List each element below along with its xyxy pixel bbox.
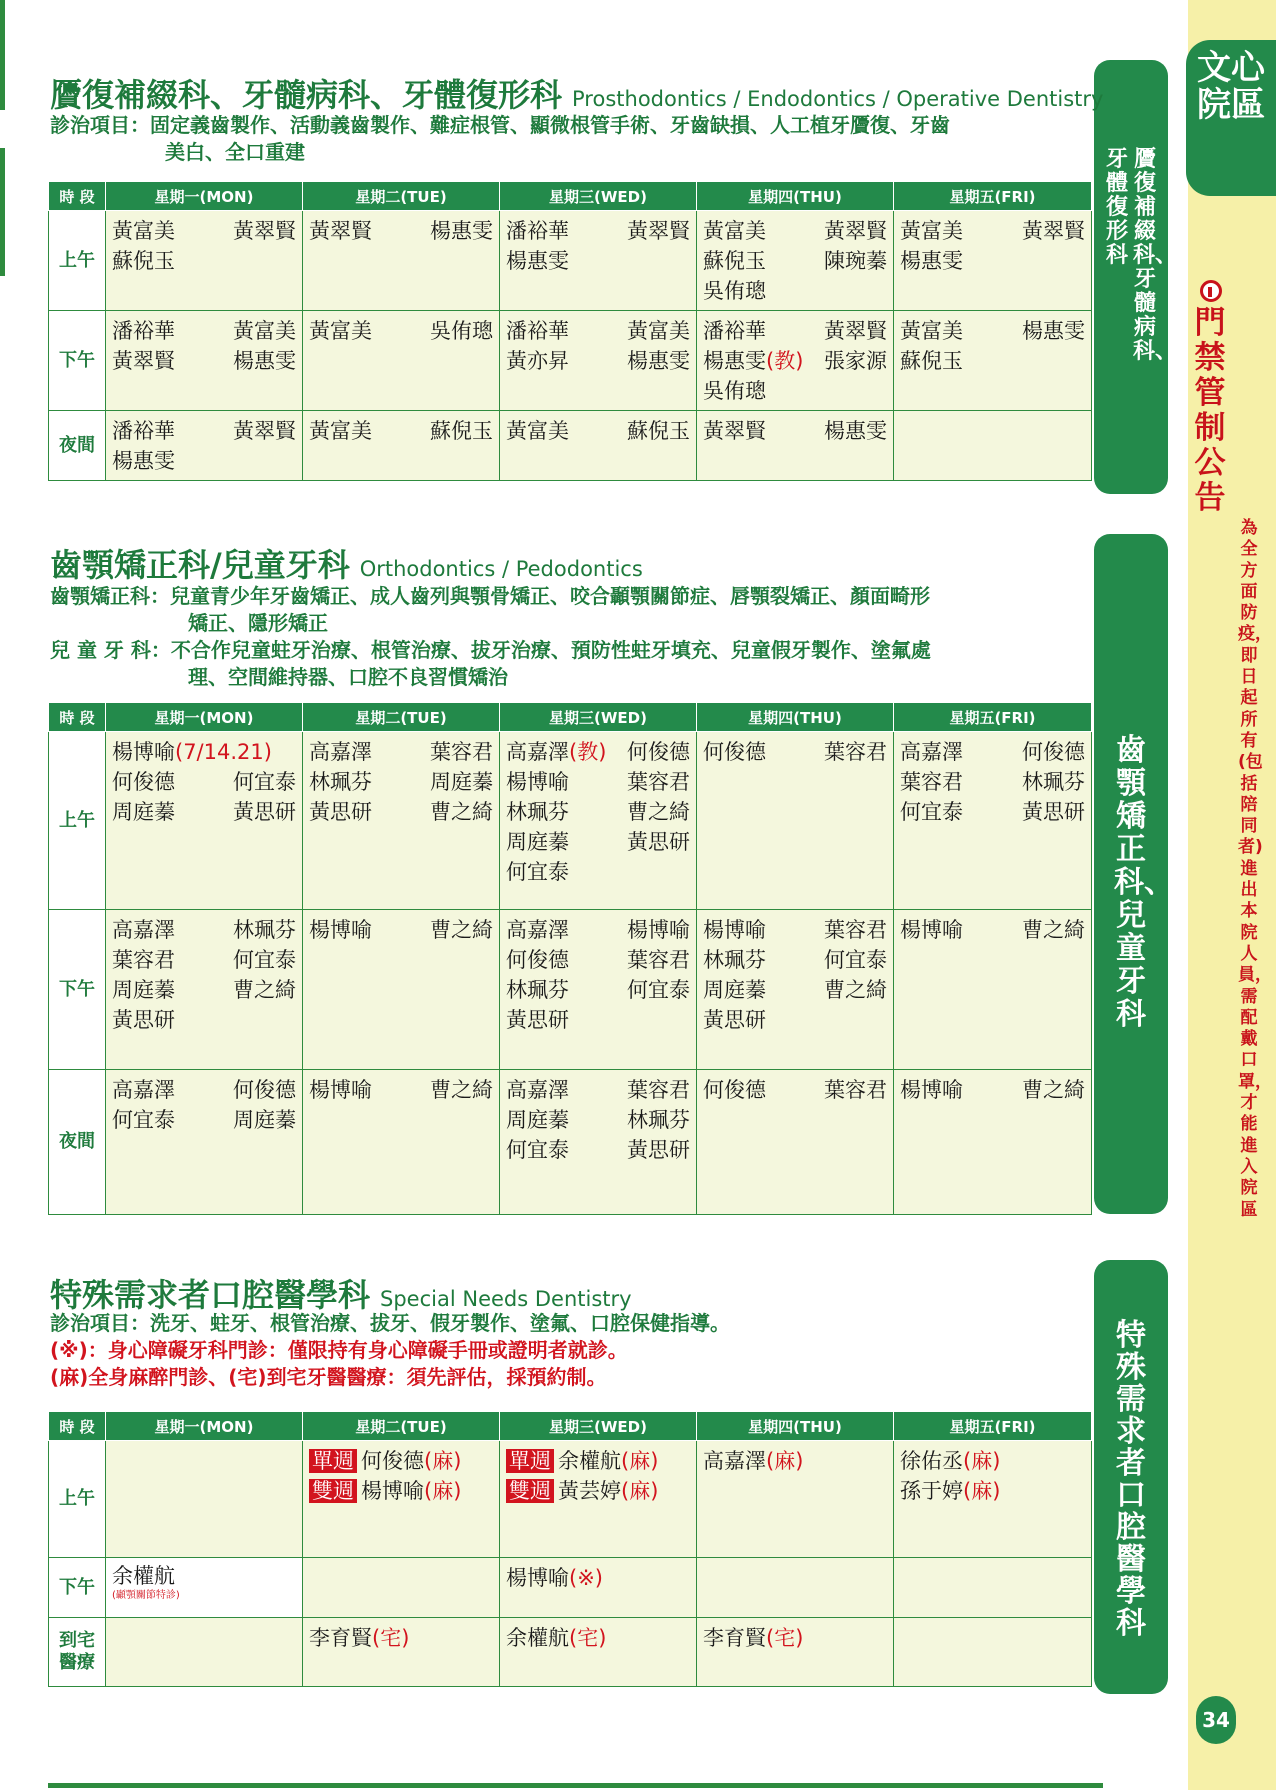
schedule-table-prostho xyxy=(48,181,1092,481)
doctor-name: 蘇倪玉 xyxy=(430,419,493,443)
slot-label: 上午 xyxy=(49,211,106,311)
doctor-list xyxy=(900,737,1085,827)
doctor-name: 楊博喻 xyxy=(506,1566,569,1590)
doctor-name: 黃翠賢 xyxy=(112,349,175,373)
doctor-name: 高嘉澤 xyxy=(900,740,963,764)
doctor-list xyxy=(703,316,887,406)
schedule-cell xyxy=(303,1070,500,1215)
doctor-name: 蘇倪玉 xyxy=(900,349,963,373)
page-number: 34 xyxy=(1196,1696,1236,1744)
anesthesia-tag: (麻) xyxy=(424,1449,462,1473)
doctor-list xyxy=(703,737,887,767)
left-accent-bar xyxy=(0,148,5,276)
schedule-cell xyxy=(500,211,697,311)
date-note: (7/14.21) xyxy=(175,740,272,764)
schedule-cell xyxy=(106,1070,303,1215)
schedule-cell xyxy=(106,1558,303,1618)
doctor-list xyxy=(112,1075,296,1135)
doctor-name: 潘裕華 xyxy=(506,319,569,343)
doctor-name: 蘇倪玉 xyxy=(627,419,690,443)
slot-label: 下午 xyxy=(49,910,106,1070)
schedule-cell xyxy=(106,411,303,481)
doctor-name: 黃思研 xyxy=(627,1138,690,1162)
doctor-name: 黃翠賢 xyxy=(703,419,766,443)
doctor-name: 葉容君 xyxy=(900,770,963,794)
doctor-list xyxy=(112,216,296,276)
doctor-name: 何宜泰 xyxy=(112,1108,175,1132)
side-tab-ortho xyxy=(1094,534,1174,1214)
week-badge: 雙週 xyxy=(506,1479,554,1503)
doctor-entry xyxy=(506,737,606,767)
schedule-cell xyxy=(697,1441,894,1558)
doctor-name: 曹之綺 xyxy=(1022,1078,1085,1102)
header-fri: 星期五(FRI) xyxy=(894,1412,1092,1441)
doctor-name: 黃富美 xyxy=(233,319,296,343)
schedule-cell xyxy=(303,1441,500,1558)
schedule-cell xyxy=(106,910,303,1070)
side-label-prostho-1: 贗復補綴科、牙髓病科、 xyxy=(1133,147,1178,364)
schedule-cell xyxy=(697,732,894,910)
doctor-name: 葉容君 xyxy=(627,948,690,972)
side-label-prostho-2: 牙體復形科 xyxy=(1105,147,1128,268)
doctor-name: 葉容君 xyxy=(824,1078,887,1102)
schedule-cell xyxy=(303,311,500,411)
section-desc-special: 診治項目：洗牙、蛀牙、根管治療、拔牙、假牙製作、塗氟、口腔保健指導。 (※)：身心障礙牙科門診：僅限持有身心障礙手冊或證明者就診。 (麻)全身麻醉門診、(宅)到宅牙醫醫療：須先評估，採預約制。 xyxy=(50,1311,730,1389)
schedule-cell xyxy=(500,1558,697,1618)
doctor-name: 潘裕華 xyxy=(703,319,766,343)
doctor-name: 余權航 xyxy=(112,1564,175,1588)
doctor-name: 周庭蓁 xyxy=(112,800,175,824)
doctor-name: 楊博喻 xyxy=(900,918,963,942)
doctor-name: 黃思研 xyxy=(506,1008,569,1032)
schedule-cell xyxy=(894,1070,1092,1215)
doctor-name: 黃思研 xyxy=(1022,800,1085,824)
header-thu: 星期四(THU) xyxy=(697,182,894,211)
schedule-cell xyxy=(500,1618,697,1687)
slot-label: 到宅醫療 xyxy=(49,1618,106,1687)
doctor-name: 黃亦昇 xyxy=(506,349,569,373)
doctor-name: 何俊德 xyxy=(1022,740,1085,764)
doctor-name: 何宜泰 xyxy=(233,770,296,794)
notice-title: 門禁管制公告 xyxy=(1194,305,1226,516)
slot-label: 夜間 xyxy=(49,411,106,481)
doctor-entry xyxy=(112,737,296,767)
doctor-name: 孫于婷 xyxy=(900,1479,963,1503)
schedule-cell xyxy=(500,311,697,411)
doctor-name: 黃思研 xyxy=(309,800,372,824)
doctor-name: 黃思研 xyxy=(112,1008,175,1032)
schedule-cell xyxy=(697,1070,894,1215)
doctor-name: 曹之綺 xyxy=(233,978,296,1002)
doctor-list xyxy=(900,216,1085,276)
doctor-name: 黃富美 xyxy=(703,219,766,243)
doctor-name: 楊惠雯 xyxy=(1022,319,1085,343)
doctor-list xyxy=(900,1075,1085,1105)
doctor-name: 曹之綺 xyxy=(430,918,493,942)
schedule-cell xyxy=(697,1618,894,1687)
home-care-tag: (宅) xyxy=(569,1626,607,1650)
schedule-cell xyxy=(303,1558,500,1618)
header-fri: 星期五(FRI) xyxy=(894,703,1092,732)
section-desc-ortho: 齒顎矯正科：兒童青少年牙齒矯正、成人齒列與顎骨矯正、咬合顳顎關節症、唇顎裂矯正、顏面畸形 矯正、隱形矯正 兒 童 牙 科：不合作兒童蛀牙治療、根管治療、拔牙治療、預防性蛀牙填充、兒童假牙製作、塗氟處 理、空間維持器、口腔不良習慣矯治 xyxy=(50,584,931,689)
header-wed: 星期三(WED) xyxy=(500,182,697,211)
doctor-name: 林珮芬 xyxy=(233,918,296,942)
doctor-name: 葉容君 xyxy=(430,740,493,764)
home-care-tag: (宅) xyxy=(766,1626,804,1650)
week-badge: 單週 xyxy=(309,1449,357,1473)
doctor-name: 高嘉澤 xyxy=(309,740,372,764)
doctor-name: 楊博喻 xyxy=(900,1078,963,1102)
doctor-name: 李育賢 xyxy=(703,1626,766,1650)
doctor-name: 林珮芬 xyxy=(506,978,569,1002)
schedule-cell xyxy=(697,910,894,1070)
doctor-name: 黃芸婷 xyxy=(558,1479,621,1503)
doctor-list xyxy=(506,1075,690,1165)
right-sidebar-strip xyxy=(1188,0,1276,1790)
doctor-name: 林珮芬 xyxy=(506,800,569,824)
doctor-list xyxy=(703,416,887,446)
header-slot: 時 段 xyxy=(49,1412,106,1441)
schedule-cell xyxy=(894,910,1092,1070)
schedule-cell xyxy=(697,311,894,411)
doctor-name: 葉容君 xyxy=(112,948,175,972)
header-mon: 星期一(MON) xyxy=(106,703,303,732)
doctor-list xyxy=(506,216,690,276)
schedule-cell xyxy=(500,732,697,910)
doctor-name: 徐佑丞 xyxy=(900,1449,963,1473)
slot-label: 下午 xyxy=(49,1558,106,1618)
doctor-name: 何宜泰 xyxy=(900,800,963,824)
doctor-name: 何俊德 xyxy=(703,740,766,764)
doctor-name: 吳侑璁 xyxy=(703,279,766,303)
doctor-name: 楊博喻 xyxy=(506,770,569,794)
header-mon: 星期一(MON) xyxy=(106,1412,303,1441)
schedule-cell xyxy=(106,1618,303,1687)
home-care-tag: (宅) xyxy=(372,1626,410,1650)
week-badge: 單週 xyxy=(506,1449,554,1473)
schedule-table-ortho xyxy=(48,702,1092,1215)
doctor-name: 林珮芬 xyxy=(703,948,766,972)
doctor-name: 曹之綺 xyxy=(430,800,493,824)
anesthesia-tag: (麻) xyxy=(424,1479,462,1503)
schedule-cell xyxy=(500,411,697,481)
schedule-cell xyxy=(894,1441,1092,1558)
doctor-name: 何俊德 xyxy=(627,740,690,764)
schedule-cell xyxy=(697,411,894,481)
schedule-cell xyxy=(500,910,697,1070)
header-wed: 星期三(WED) xyxy=(500,1412,697,1441)
header-tue: 星期二(TUE) xyxy=(303,1412,500,1441)
doctor-name: 高嘉澤 xyxy=(112,1078,175,1102)
doctor-list xyxy=(112,416,296,476)
schedule-cell xyxy=(303,732,500,910)
doctor-list xyxy=(506,737,690,887)
doctor-list xyxy=(112,915,296,1035)
side-label-ortho: 齒顎矯正科、兒童牙科 xyxy=(1114,733,1174,1032)
doctor-name: 曹之綺 xyxy=(1022,918,1085,942)
schedule-cell xyxy=(303,211,500,311)
anesthesia-tag: (麻) xyxy=(963,1449,1001,1473)
doctor-name: 黃翠賢 xyxy=(233,219,296,243)
doctor-name: 余權航 xyxy=(506,1626,569,1650)
schedule-cell xyxy=(500,1070,697,1215)
doctor-name: 曹之綺 xyxy=(430,1078,493,1102)
doctor-name: 何俊德 xyxy=(233,1078,296,1102)
section-title-en: Special Needs Dentistry xyxy=(380,1287,632,1311)
header-slot: 時 段 xyxy=(49,703,106,732)
doctor-name: 蘇倪玉 xyxy=(112,249,175,273)
doctor-name: 潘裕華 xyxy=(112,419,175,443)
anesthesia-tag: (麻) xyxy=(621,1479,659,1503)
schedule-cell xyxy=(894,411,1092,481)
schedule-cell xyxy=(894,311,1092,411)
doctor-name: 潘裕華 xyxy=(506,219,569,243)
doctor-name: 楊惠雯 xyxy=(900,249,963,273)
doctor-name: 葉容君 xyxy=(824,918,887,942)
doctor-list xyxy=(703,915,887,1035)
doctor-name: 何宜泰 xyxy=(506,1138,569,1162)
doctor-name: 黃思研 xyxy=(627,830,690,854)
doctor-name: 黃翠賢 xyxy=(824,319,887,343)
doctor-name: 何宜泰 xyxy=(233,948,296,972)
doctor-name: 楊博喻 xyxy=(703,918,766,942)
doctor-list xyxy=(900,915,1085,945)
section-title-special: 特殊需求者口腔醫學科 Special Needs Dentistry xyxy=(50,1276,632,1314)
doctor-name: 高嘉澤 xyxy=(506,1078,569,1102)
doctor-name: 黃翠賢 xyxy=(309,219,372,243)
doctor-name: 何宜泰 xyxy=(506,860,569,884)
doctor-name: 高嘉澤 xyxy=(506,918,569,942)
doctor-name: 曹之綺 xyxy=(627,800,690,824)
slot-label: 下午 xyxy=(49,311,106,411)
schedule-cell xyxy=(303,1618,500,1687)
doctor-name: 周庭蓁 xyxy=(112,978,175,1002)
schedule-cell xyxy=(894,1618,1092,1687)
doctor-list xyxy=(309,1075,493,1105)
doctor-name: 黃富美 xyxy=(309,319,372,343)
doctor-list xyxy=(506,416,690,446)
header-fri: 星期五(FRI) xyxy=(894,182,1092,211)
schedule-cell xyxy=(106,311,303,411)
doctor-list xyxy=(900,316,1085,376)
anesthesia-tag: (麻) xyxy=(963,1479,1001,1503)
doctor-name: 高嘉澤 xyxy=(112,918,175,942)
doctor-list xyxy=(309,915,493,945)
doctor-name: 黃富美 xyxy=(112,219,175,243)
doctor-name: 何俊德 xyxy=(506,948,569,972)
bottom-rule xyxy=(48,1783,1103,1788)
section-title-en: Prosthodontics / Endodontics / Operative Dentistry xyxy=(572,87,1104,111)
doctor-list xyxy=(703,1075,887,1105)
doctor-name: 楊博喻 xyxy=(112,740,175,764)
doctor-name: 楊惠雯 xyxy=(824,419,887,443)
doctor-name: 陳琬蓁 xyxy=(824,249,887,273)
doctor-name: 楊惠雯 xyxy=(506,249,569,273)
doctor-name: 林珮芬 xyxy=(627,1108,690,1132)
doctor-list xyxy=(112,737,296,827)
schedule-cell xyxy=(894,732,1092,910)
slot-label: 上午 xyxy=(49,1441,106,1558)
slot-label: 上午 xyxy=(49,732,106,910)
doctor-name: 曹之綺 xyxy=(824,978,887,1002)
doctor-list xyxy=(703,216,887,306)
schedule-cell xyxy=(106,211,303,311)
schedule-table-special xyxy=(48,1411,1092,1687)
doctor-name: 黃富美 xyxy=(900,219,963,243)
doctor-name: 周庭蓁 xyxy=(233,1108,296,1132)
side-tab-special xyxy=(1094,1260,1168,1694)
doctor-name: 楊博喻 xyxy=(627,918,690,942)
doctor-name: 林珮芬 xyxy=(309,770,372,794)
doctor-name: 楊博喻 xyxy=(361,1479,424,1503)
doctor-name: 李育賢 xyxy=(309,1626,372,1650)
doctor-name: 林珮芬 xyxy=(1022,770,1085,794)
doctor-name: 何俊德 xyxy=(112,770,175,794)
doctor-name: 黃思研 xyxy=(703,1008,766,1032)
doctor-name: 黃富美 xyxy=(627,319,690,343)
doctor-name: 何宜泰 xyxy=(627,978,690,1002)
doctor-name: 周庭蓁 xyxy=(506,830,569,854)
doctor-name: 何宜泰 xyxy=(824,948,887,972)
week-badge: 雙週 xyxy=(309,1479,357,1503)
section-title-ortho: 齒顎矯正科/兒童牙科 Orthodontics / Pedodontics xyxy=(50,546,643,584)
doctor-name: 楊博喻 xyxy=(309,1078,372,1102)
doctor-name: 黃思研 xyxy=(233,800,296,824)
disability-tag: (※) xyxy=(569,1566,603,1590)
side-tab-prostho xyxy=(1094,60,1178,494)
doctor-name: 高嘉澤 xyxy=(703,1449,766,1473)
notice-body: 為全方面防疫，即日起所有(包括陪同者)進出本院人員，需配戴口罩，才能進入院區 xyxy=(1238,518,1272,1220)
section-title-prostho: 贗復補綴科、牙髓病科、牙體復形科 Prosthodontics / Endodontics / Operative Dentistry xyxy=(50,76,1104,114)
doctor-name: 黃翠賢 xyxy=(824,219,887,243)
doctor-name: 周庭蓁 xyxy=(430,770,493,794)
header-thu: 星期四(THU) xyxy=(697,1412,894,1441)
clinic-note: (顳顎關節特診) xyxy=(112,1590,180,1601)
door-exit-icon xyxy=(1200,280,1222,302)
schedule-cell xyxy=(500,1441,697,1558)
doctor-name: 吳侑璁 xyxy=(430,319,493,343)
section-desc-prostho: 診治項目：固定義齒製作、活動義齒製作、難症根管、顯微根管手術、牙齒缺損、人工植牙贗復、牙齒 美白、全口重建 xyxy=(50,113,950,164)
doctor-name: 黃翠賢 xyxy=(627,219,690,243)
doctor-name: 葉容君 xyxy=(627,770,690,794)
doctor-name: 楊惠雯 xyxy=(233,349,296,373)
anesthesia-tag: (麻) xyxy=(766,1449,804,1473)
schedule-cell xyxy=(894,1558,1092,1618)
header-tue: 星期二(TUE) xyxy=(303,182,500,211)
anesthesia-tag: (麻) xyxy=(621,1449,659,1473)
schedule-cell xyxy=(894,211,1092,311)
doctor-name: 何俊德 xyxy=(703,1078,766,1102)
schedule-cell xyxy=(303,910,500,1070)
doctor-name: 余權航 xyxy=(558,1449,621,1473)
teaching-tag: (教) xyxy=(569,740,607,764)
doctor-name: 周庭蓁 xyxy=(506,1108,569,1132)
header-slot: 時 段 xyxy=(49,182,106,211)
campus-name: 文心院區 xyxy=(1197,48,1265,125)
doctor-list xyxy=(309,737,493,827)
doctor-name: 楊惠雯 xyxy=(627,349,690,373)
doctor-name: 楊博喻 xyxy=(309,918,372,942)
doctor-list xyxy=(309,216,493,246)
doctor-name: 楊惠雯 xyxy=(430,219,493,243)
teaching-tag: (教) xyxy=(766,349,804,373)
schedule-cell xyxy=(697,211,894,311)
doctor-name: 周庭蓁 xyxy=(703,978,766,1002)
doctor-name: 黃富美 xyxy=(506,419,569,443)
header-wed: 星期三(WED) xyxy=(500,703,697,732)
doctor-name: 楊惠雯(教) xyxy=(703,349,804,373)
doctor-name: 黃富美 xyxy=(309,419,372,443)
header-thu: 星期四(THU) xyxy=(697,703,894,732)
section-title-en: Orthodontics / Pedodontics xyxy=(359,557,643,581)
doctor-name: 黃翠賢 xyxy=(233,419,296,443)
doctor-name: 黃翠賢 xyxy=(1022,219,1085,243)
doctor-name: 潘裕華 xyxy=(112,319,175,343)
doctor-name: 葉容君 xyxy=(824,740,887,764)
header-mon: 星期一(MON) xyxy=(106,182,303,211)
doctor-name: 葉容君 xyxy=(627,1078,690,1102)
doctor-name: 蘇倪玉 xyxy=(703,249,766,273)
doctor-list xyxy=(112,316,296,376)
doctor-list xyxy=(506,915,690,1035)
doctor-list xyxy=(309,316,493,346)
slot-label: 夜間 xyxy=(49,1070,106,1215)
doctor-name: 何俊德 xyxy=(361,1449,424,1473)
doctor-list xyxy=(309,416,493,446)
header-tue: 星期二(TUE) xyxy=(303,703,500,732)
schedule-cell xyxy=(303,411,500,481)
schedule-cell xyxy=(106,732,303,910)
schedule-cell xyxy=(106,1441,303,1558)
schedule-cell xyxy=(697,1558,894,1618)
doctor-list xyxy=(506,316,690,376)
side-label-special: 特殊需求者口腔醫學科 xyxy=(1116,1318,1146,1641)
left-accent-bar xyxy=(0,0,5,110)
doctor-name: 黃富美 xyxy=(900,319,963,343)
doctor-name: 吳侑璁 xyxy=(703,379,766,403)
doctor-name: 楊惠雯 xyxy=(112,449,175,473)
campus-tab xyxy=(1186,40,1276,196)
doctor-name: 高嘉澤 xyxy=(506,740,569,764)
doctor-name: 張家源 xyxy=(824,349,887,373)
